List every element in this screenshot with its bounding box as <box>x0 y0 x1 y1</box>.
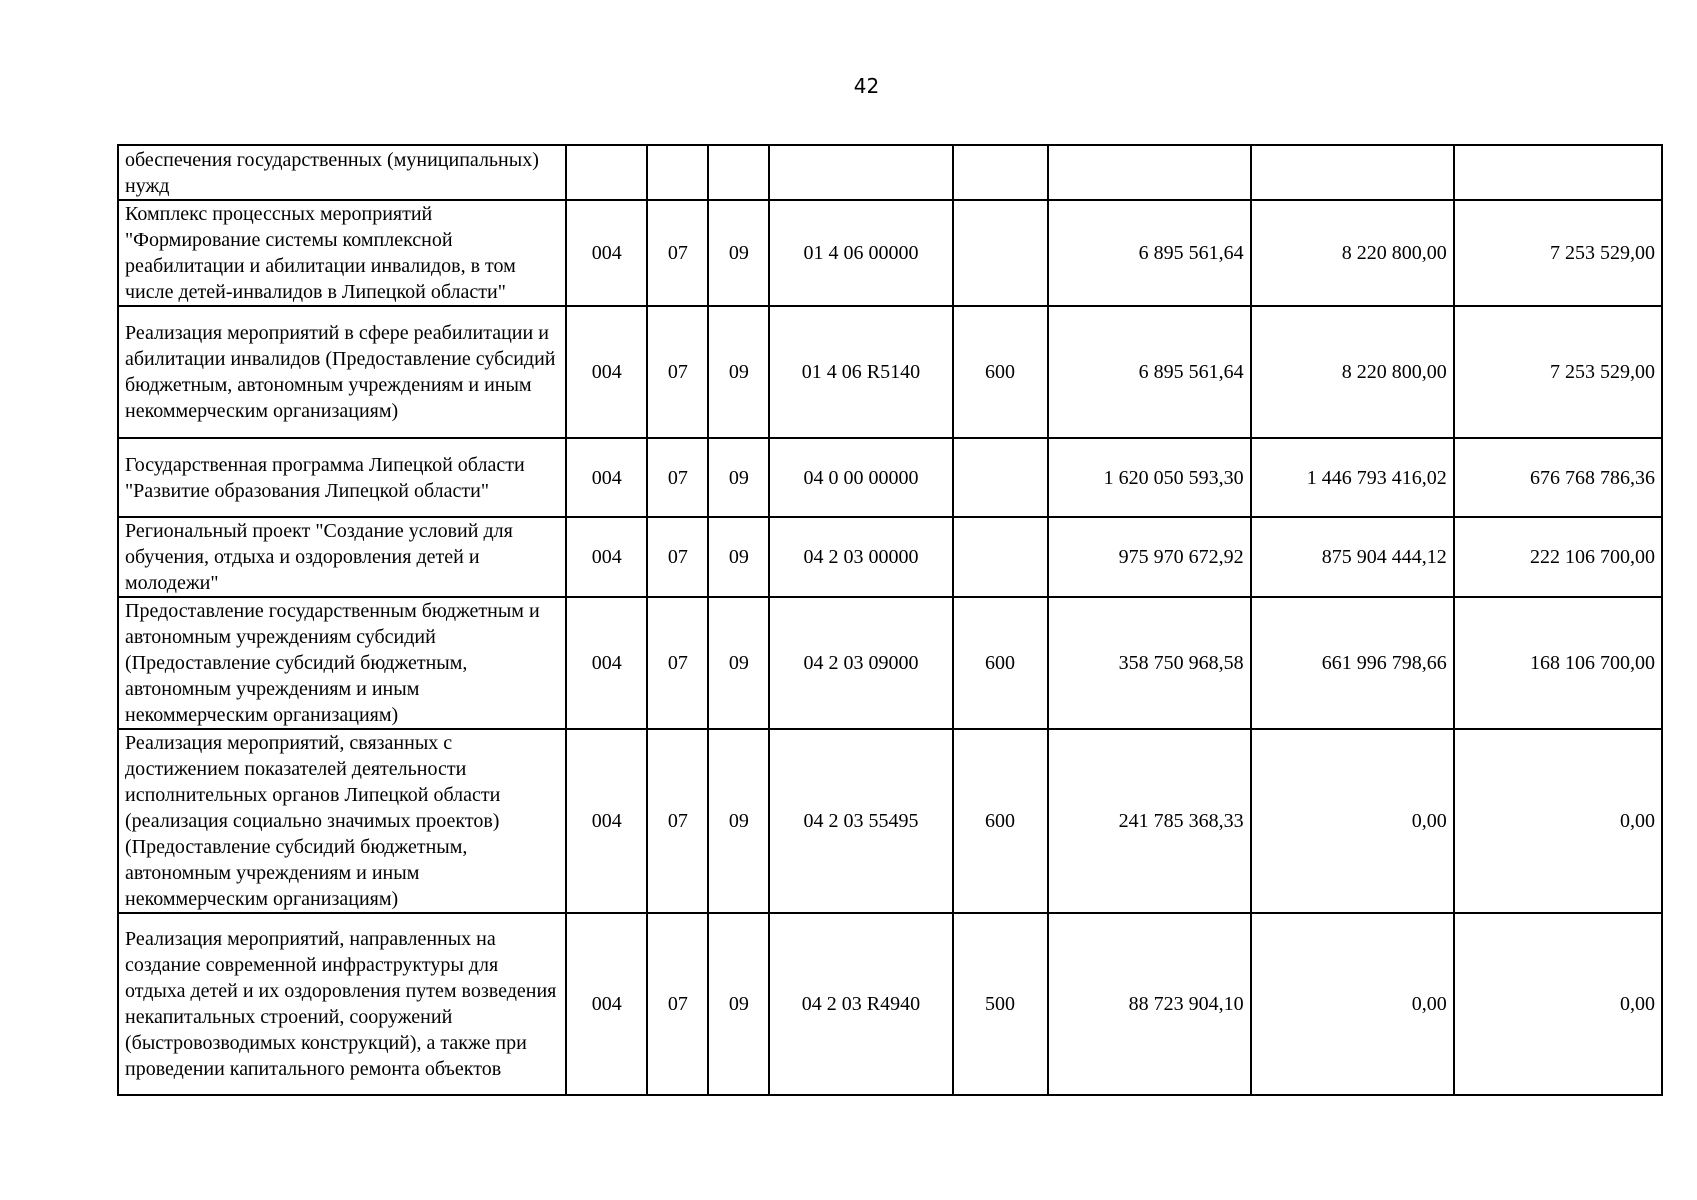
table-row <box>118 517 1662 597</box>
row-name-cell: обеспечения государственных (муниципальных) нужд <box>118 145 566 200</box>
amount-year-3-cell: 7 253 529,00 <box>1454 306 1662 438</box>
amount-year-1-cell: 1 620 050 593,30 <box>1048 438 1251 517</box>
row-name-cell: Предоставление государственным бюджетным и автономным учреждениям субсидий (Предоставление субсидий бюджетным, автономным учреждениям и иным некоммерческим организациям) <box>118 597 566 729</box>
target-article-cell: 04 2 03 R4940 <box>769 913 952 1095</box>
table-row <box>118 145 1662 200</box>
amount-year-2-cell <box>1251 145 1454 200</box>
target-article-cell: 01 4 06 00000 <box>769 200 952 306</box>
expense-type-cell <box>953 438 1048 517</box>
subsection-cell <box>708 145 769 200</box>
target-article-cell <box>769 145 952 200</box>
amount-year-2-cell: 8 220 800,00 <box>1251 200 1454 306</box>
section-cell: 07 <box>647 913 708 1095</box>
target-article-cell: 01 4 06 R5140 <box>769 306 952 438</box>
amount-year-1-cell: 6 895 561,64 <box>1048 306 1251 438</box>
subsection-cell: 09 <box>708 438 769 517</box>
amount-year-3-cell: 676 768 786,36 <box>1454 438 1662 517</box>
row-name-cell: Реализация мероприятий, направленных на создание современной инфраструктуры для отдыха детей и их оздоровления путем возведения некапитальных строений, сооружений (быстровозводимых конструкций), а также при проведении капитального ремонта объектов <box>118 913 566 1095</box>
amount-year-1-cell <box>1048 145 1251 200</box>
ministry-cell: 004 <box>566 438 647 517</box>
ministry-cell: 004 <box>566 517 647 597</box>
amount-year-2-cell: 875 904 444,12 <box>1251 517 1454 597</box>
subsection-cell: 09 <box>708 517 769 597</box>
subsection-cell: 09 <box>708 913 769 1095</box>
row-name-cell: Государственная программа Липецкой области "Развитие образования Липецкой области" <box>118 438 566 517</box>
amount-year-2-cell: 0,00 <box>1251 729 1454 913</box>
budget-table <box>117 144 1663 1096</box>
section-cell: 07 <box>647 306 708 438</box>
expense-type-cell: 600 <box>953 729 1048 913</box>
amount-year-3-cell: 7 253 529,00 <box>1454 200 1662 306</box>
table-row <box>118 913 1662 1095</box>
expense-type-cell <box>953 517 1048 597</box>
amount-year-2-cell: 8 220 800,00 <box>1251 306 1454 438</box>
amount-year-1-cell: 241 785 368,33 <box>1048 729 1251 913</box>
section-cell: 07 <box>647 597 708 729</box>
subsection-cell: 09 <box>708 597 769 729</box>
amount-year-1-cell: 975 970 672,92 <box>1048 517 1251 597</box>
subsection-cell: 09 <box>708 306 769 438</box>
expense-type-cell: 500 <box>953 913 1048 1095</box>
section-cell: 07 <box>647 517 708 597</box>
target-article-cell: 04 2 03 09000 <box>769 597 952 729</box>
expense-type-cell <box>953 145 1048 200</box>
row-name-cell: Комплекс процессных мероприятий "Формирование системы комплексной реабилитации и абилитации инвалидов, в том числе детей-инвалидов в Липецкой области" <box>118 200 566 306</box>
expense-type-cell: 600 <box>953 306 1048 438</box>
expense-type-cell: 600 <box>953 597 1048 729</box>
table-row <box>118 200 1662 306</box>
amount-year-2-cell: 0,00 <box>1251 913 1454 1095</box>
amount-year-2-cell: 661 996 798,66 <box>1251 597 1454 729</box>
amount-year-1-cell: 88 723 904,10 <box>1048 913 1251 1095</box>
table-row <box>118 597 1662 729</box>
section-cell <box>647 145 708 200</box>
row-name-cell: Реализация мероприятий, связанных с достижением показателей деятельности исполнительных органов Липецкой области (реализация социально значимых проектов) (Предоставление субсидий бюджетным, автономным учреждениям и иным некоммерческим организациям) <box>118 729 566 913</box>
target-article-cell: 04 2 03 55495 <box>769 729 952 913</box>
subsection-cell: 09 <box>708 729 769 913</box>
amount-year-3-cell: 222 106 700,00 <box>1454 517 1662 597</box>
amount-year-1-cell: 6 895 561,64 <box>1048 200 1251 306</box>
table-row <box>118 729 1662 913</box>
table-row <box>118 438 1662 517</box>
amount-year-2-cell: 1 446 793 416,02 <box>1251 438 1454 517</box>
page-number: 42 <box>853 74 880 98</box>
target-article-cell: 04 0 00 00000 <box>769 438 952 517</box>
row-name-cell: Реализация мероприятий в сфере реабилитации и абилитации инвалидов (Предоставление субсидий бюджетным, автономным учреждениям и иным некоммерческим организациям) <box>118 306 566 438</box>
section-cell: 07 <box>647 729 708 913</box>
table-body <box>118 145 1662 1095</box>
ministry-cell: 004 <box>566 729 647 913</box>
ministry-cell: 004 <box>566 913 647 1095</box>
amount-year-1-cell: 358 750 968,58 <box>1048 597 1251 729</box>
amount-year-3-cell <box>1454 145 1662 200</box>
expense-type-cell <box>953 200 1048 306</box>
row-name-cell: Региональный проект "Создание условий для обучения, отдыха и оздоровления детей и молодежи" <box>118 517 566 597</box>
ministry-cell: 004 <box>566 200 647 306</box>
ministry-cell <box>566 145 647 200</box>
section-cell: 07 <box>647 438 708 517</box>
ministry-cell: 004 <box>566 306 647 438</box>
ministry-cell: 004 <box>566 597 647 729</box>
table-row <box>118 306 1662 438</box>
section-cell: 07 <box>647 200 708 306</box>
amount-year-3-cell: 0,00 <box>1454 729 1662 913</box>
amount-year-3-cell: 168 106 700,00 <box>1454 597 1662 729</box>
amount-year-3-cell: 0,00 <box>1454 913 1662 1095</box>
subsection-cell: 09 <box>708 200 769 306</box>
target-article-cell: 04 2 03 00000 <box>769 517 952 597</box>
